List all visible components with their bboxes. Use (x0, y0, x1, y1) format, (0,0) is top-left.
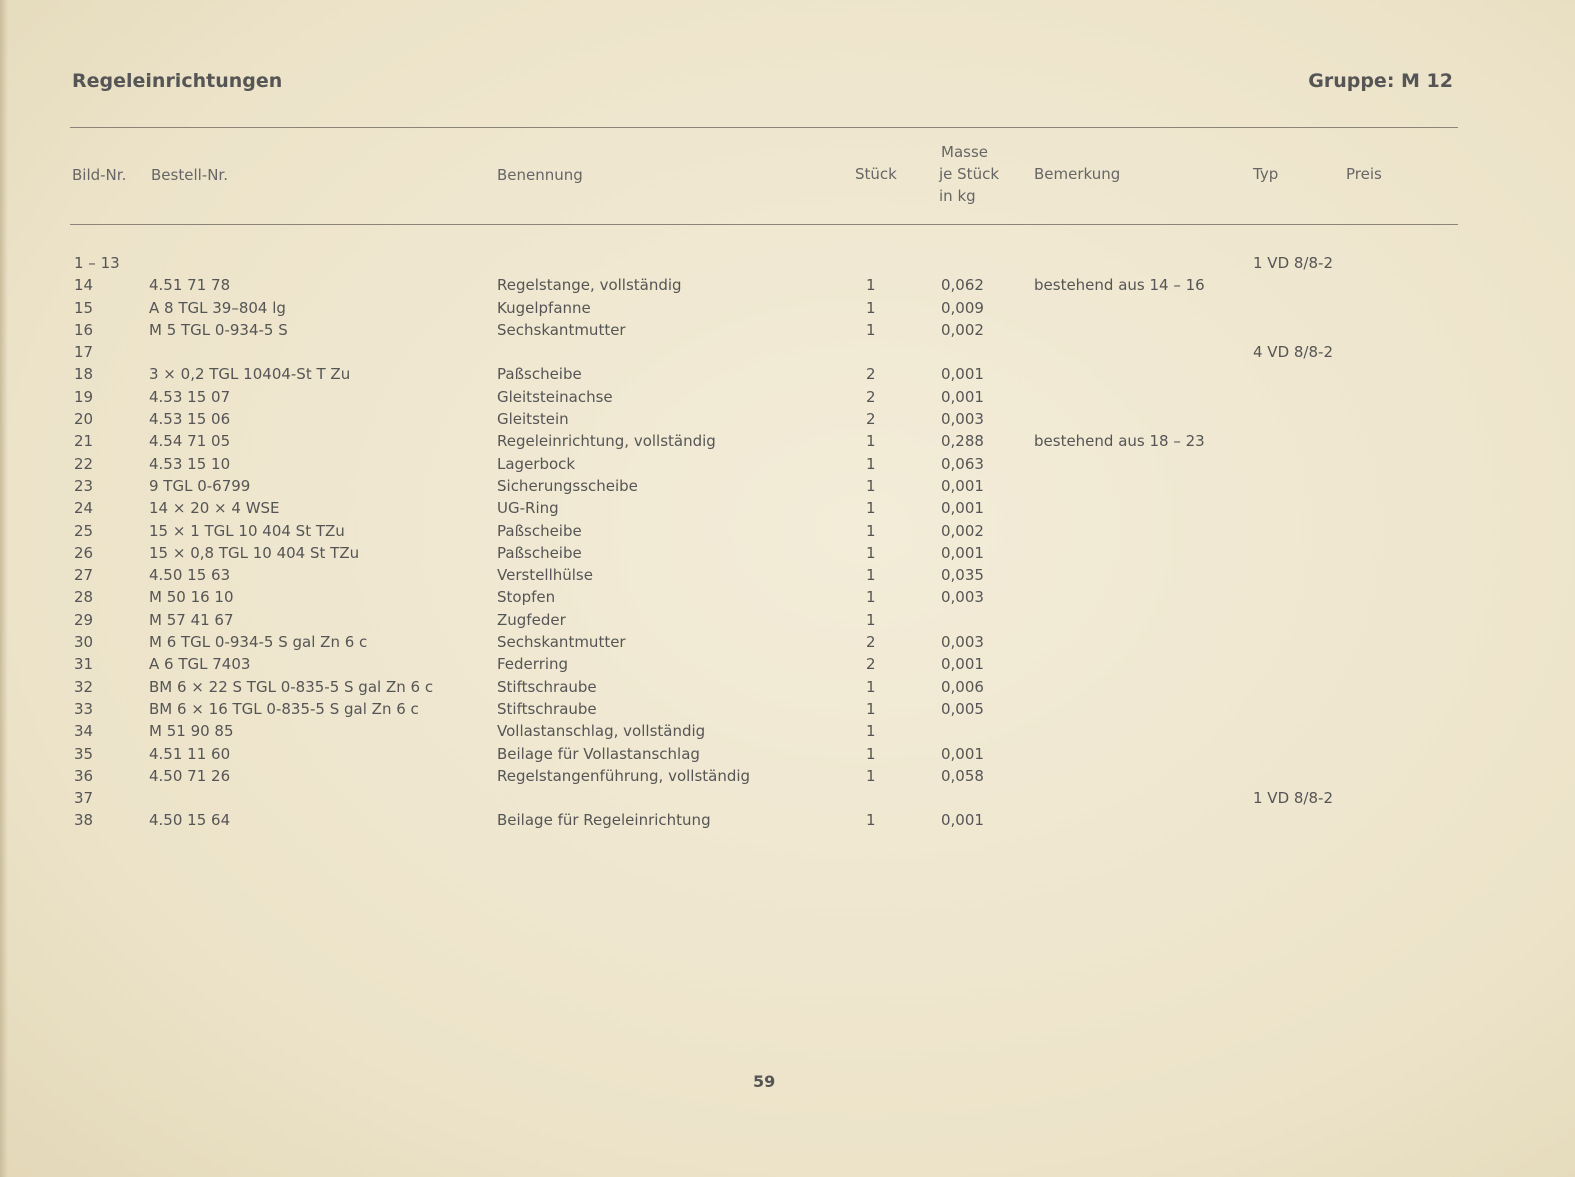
cell-bestell: BM 6 × 22 S TGL 0-835-5 S gal Zn 6 c (149, 677, 434, 696)
table-row (0, 408, 1575, 430)
cell-bestell: 4.50 15 64 (149, 811, 231, 830)
table-row (0, 720, 1575, 742)
cell-masse: 0,003 (941, 633, 984, 652)
cell-bild: 37 (74, 789, 94, 808)
col-header-masse-line1: Masse (941, 143, 988, 161)
cell-bild: 22 (74, 454, 94, 473)
cell-bestell: 4.54 71 05 (149, 432, 231, 451)
cell-benennung: Regeleinrichtung, vollständig (497, 432, 716, 451)
cell-stueck: 1 (866, 543, 876, 562)
col-header-typ: Typ (1253, 165, 1279, 183)
table-row (0, 386, 1575, 408)
cell-stueck: 2 (866, 365, 876, 384)
cell-masse: 0,001 (941, 499, 984, 518)
cell-bestell: 4.53 15 07 (149, 387, 231, 406)
table-row (0, 609, 1575, 631)
table-row (0, 252, 1575, 274)
table-row (0, 363, 1575, 385)
cell-typ: 1 VD 8/8-2 (1253, 254, 1333, 272)
cell-masse: 0,001 (941, 365, 984, 384)
cell-benennung: Beilage für Vollastanschlag (497, 744, 700, 763)
group-label: Gruppe: M 12 (1308, 70, 1453, 92)
cell-bild: 1 – 13 (74, 254, 120, 272)
cell-bild: 29 (74, 610, 94, 629)
cell-typ: 4 VD 8/8-2 (1253, 343, 1333, 362)
cell-masse: 0,003 (941, 588, 984, 607)
cell-benennung: Lagerbock (497, 454, 576, 473)
cell-benennung: Kugelpfanne (497, 298, 591, 317)
table-row (0, 453, 1575, 475)
cell-stueck: 1 (866, 521, 876, 540)
cell-stueck: 1 (866, 320, 876, 339)
cell-typ: 1 VD 8/8-2 (1253, 789, 1333, 808)
cell-bestell: A 6 TGL 7403 (149, 655, 251, 674)
cell-bild: 14 (74, 276, 94, 295)
table-row (0, 698, 1575, 720)
cell-benennung: Sechskantmutter (497, 320, 626, 339)
cell-benennung: UG-Ring (497, 499, 559, 518)
table-row (0, 341, 1575, 363)
cell-stueck: 1 (866, 610, 876, 629)
cell-stueck: 1 (866, 476, 876, 495)
table-row (0, 765, 1575, 787)
cell-bild: 31 (74, 655, 94, 674)
cell-stueck: 1 (866, 298, 876, 317)
cell-bild: 34 (74, 722, 94, 741)
cell-stueck: 1 (866, 677, 876, 696)
cell-stueck: 1 (866, 699, 876, 718)
cell-stueck: 1 (866, 454, 876, 473)
cell-benennung: Federring (497, 655, 569, 674)
cell-bild: 23 (74, 476, 94, 495)
cell-bestell: M 51 90 85 (149, 722, 234, 741)
table-row (0, 809, 1575, 831)
cell-stueck: 1 (866, 432, 876, 451)
table-row (0, 430, 1575, 452)
cell-bemerkung: bestehend aus 14 – 16 (1034, 276, 1205, 295)
cell-stueck: 2 (866, 633, 876, 652)
cell-bild: 36 (74, 766, 94, 785)
table-row (0, 631, 1575, 653)
cell-bild: 26 (74, 543, 94, 562)
cell-bild: 32 (74, 677, 94, 696)
cell-bild: 35 (74, 744, 94, 763)
cell-bestell: 4.50 71 26 (149, 766, 231, 785)
cell-benennung: Sechskantmutter (497, 633, 626, 652)
cell-masse: 0,058 (941, 766, 984, 785)
cell-benennung: Stiftschraube (497, 699, 597, 718)
cell-bild: 27 (74, 566, 94, 585)
cell-bild: 18 (74, 365, 94, 384)
table-row (0, 297, 1575, 319)
cell-bild: 28 (74, 588, 94, 607)
cell-masse: 0,009 (941, 298, 984, 317)
cell-bild: 19 (74, 387, 94, 406)
cell-bild: 25 (74, 521, 94, 540)
col-header-preis: Preis (1346, 165, 1382, 183)
cell-bild: 17 (74, 343, 94, 362)
cell-bild: 38 (74, 811, 94, 830)
cell-bestell: 3 × 0,2 TGL 10404-St T Zu (149, 365, 351, 384)
cell-masse: 0,006 (941, 677, 984, 696)
cell-bestell: BM 6 × 16 TGL 0-835-5 S gal Zn 6 c (149, 699, 419, 718)
cell-bestell: A 8 TGL 39–804 lg (149, 298, 286, 317)
cell-masse: 0,001 (941, 543, 984, 562)
col-header-masse-line2: je Stück (939, 165, 1000, 183)
cell-benennung: Paßscheibe (497, 365, 582, 384)
table-row (0, 787, 1575, 809)
cell-stueck: 1 (866, 811, 876, 830)
cell-bestell: 4.53 15 06 (149, 410, 231, 429)
cell-stueck: 1 (866, 566, 876, 585)
cell-bestell: 9 TGL 0-6799 (149, 476, 251, 495)
cell-bestell: 15 × 1 TGL 10 404 St TZu (149, 521, 345, 540)
cell-stueck: 1 (866, 722, 876, 741)
cell-masse: 0,062 (941, 276, 984, 295)
cell-stueck: 2 (866, 387, 876, 406)
cell-stueck: 2 (866, 655, 876, 674)
cell-stueck: 1 (866, 499, 876, 518)
cell-bestell: M 5 TGL 0-934-5 S (149, 320, 288, 339)
table-row (0, 274, 1575, 296)
cell-masse: 0,001 (941, 811, 984, 830)
cell-masse: 0,035 (941, 566, 984, 585)
col-header-bild: Bild-Nr. (72, 166, 127, 184)
table-row (0, 542, 1575, 564)
table-row (0, 319, 1575, 341)
table-row (0, 520, 1575, 542)
cell-bild: 20 (74, 410, 94, 429)
col-header-bestell: Bestell-Nr. (151, 166, 228, 184)
cell-bestell: M 50 16 10 (149, 588, 234, 607)
cell-benennung: Paßscheibe (497, 543, 582, 562)
cell-bestell: M 57 41 67 (149, 610, 234, 629)
cell-masse: 0,002 (941, 521, 984, 540)
cell-bestell: 15 × 0,8 TGL 10 404 St TZu (149, 543, 360, 562)
table-row (0, 586, 1575, 608)
table-row (0, 564, 1575, 586)
cell-masse: 0,063 (941, 454, 984, 473)
parts-table-body (0, 252, 1575, 832)
cell-benennung: Gleitsteinachse (497, 387, 613, 406)
cell-bestell: 4.51 11 60 (149, 744, 231, 763)
cell-stueck: 2 (866, 410, 876, 429)
cell-benennung: Vollastanschlag, vollständig (497, 722, 706, 741)
col-header-masse (939, 141, 999, 207)
table-row (0, 676, 1575, 698)
cell-benennung: Stiftschraube (497, 677, 597, 696)
cell-stueck: 1 (866, 276, 876, 295)
cell-bild: 16 (74, 320, 94, 339)
cell-benennung: Paßscheibe (497, 521, 582, 540)
cell-bestell: 14 × 20 × 4 WSE (149, 499, 280, 518)
cell-masse: 0,001 (941, 387, 984, 406)
header-top-rule (70, 127, 1458, 128)
cell-bild: 15 (74, 298, 94, 317)
cell-benennung: Zugfeder (497, 610, 566, 629)
header-bottom-rule (70, 224, 1458, 225)
cell-bild: 33 (74, 699, 94, 718)
cell-masse: 0,001 (941, 655, 984, 674)
cell-stueck: 1 (866, 766, 876, 785)
cell-bild: 21 (74, 432, 94, 451)
cell-stueck: 1 (866, 744, 876, 763)
cell-bestell: M 6 TGL 0-934-5 S gal Zn 6 c (149, 633, 368, 652)
page-title: Regeleinrichtungen (72, 70, 283, 92)
cell-benennung: Regelstange, vollständig (497, 276, 682, 295)
cell-stueck: 1 (866, 588, 876, 607)
cell-benennung: Beilage für Regeleinrichtung (497, 811, 711, 830)
page-number: 59 (753, 1072, 776, 1091)
cell-masse: 0,288 (941, 432, 984, 451)
table-row (0, 475, 1575, 497)
cell-masse: 0,002 (941, 320, 984, 339)
cell-bestell: 4.53 15 10 (149, 454, 231, 473)
cell-benennung: Stopfen (497, 588, 556, 607)
cell-benennung: Sicherungsscheibe (497, 476, 638, 495)
col-header-bemerkung: Bemerkung (1034, 165, 1121, 183)
col-header-masse-line3: in kg (939, 187, 976, 205)
cell-bemerkung: bestehend aus 18 – 23 (1034, 432, 1205, 451)
cell-masse: 0,001 (941, 744, 984, 763)
cell-bestell: 4.50 15 63 (149, 566, 231, 585)
cell-masse: 0,005 (941, 699, 984, 718)
table-row (0, 653, 1575, 675)
cell-bestell: 4.51 71 78 (149, 276, 231, 295)
cell-benennung: Gleitstein (497, 410, 569, 429)
cell-bild: 24 (74, 499, 94, 518)
cell-masse: 0,001 (941, 476, 984, 495)
table-row (0, 497, 1575, 519)
col-header-benennung: Benennung (497, 166, 583, 184)
cell-bild: 30 (74, 633, 94, 652)
col-header-stueck: Stück (855, 165, 897, 183)
cell-benennung: Verstellhülse (497, 566, 593, 585)
cell-benennung: Regelstangenführung, vollständig (497, 766, 751, 785)
table-row (0, 743, 1575, 765)
cell-masse: 0,003 (941, 410, 984, 429)
